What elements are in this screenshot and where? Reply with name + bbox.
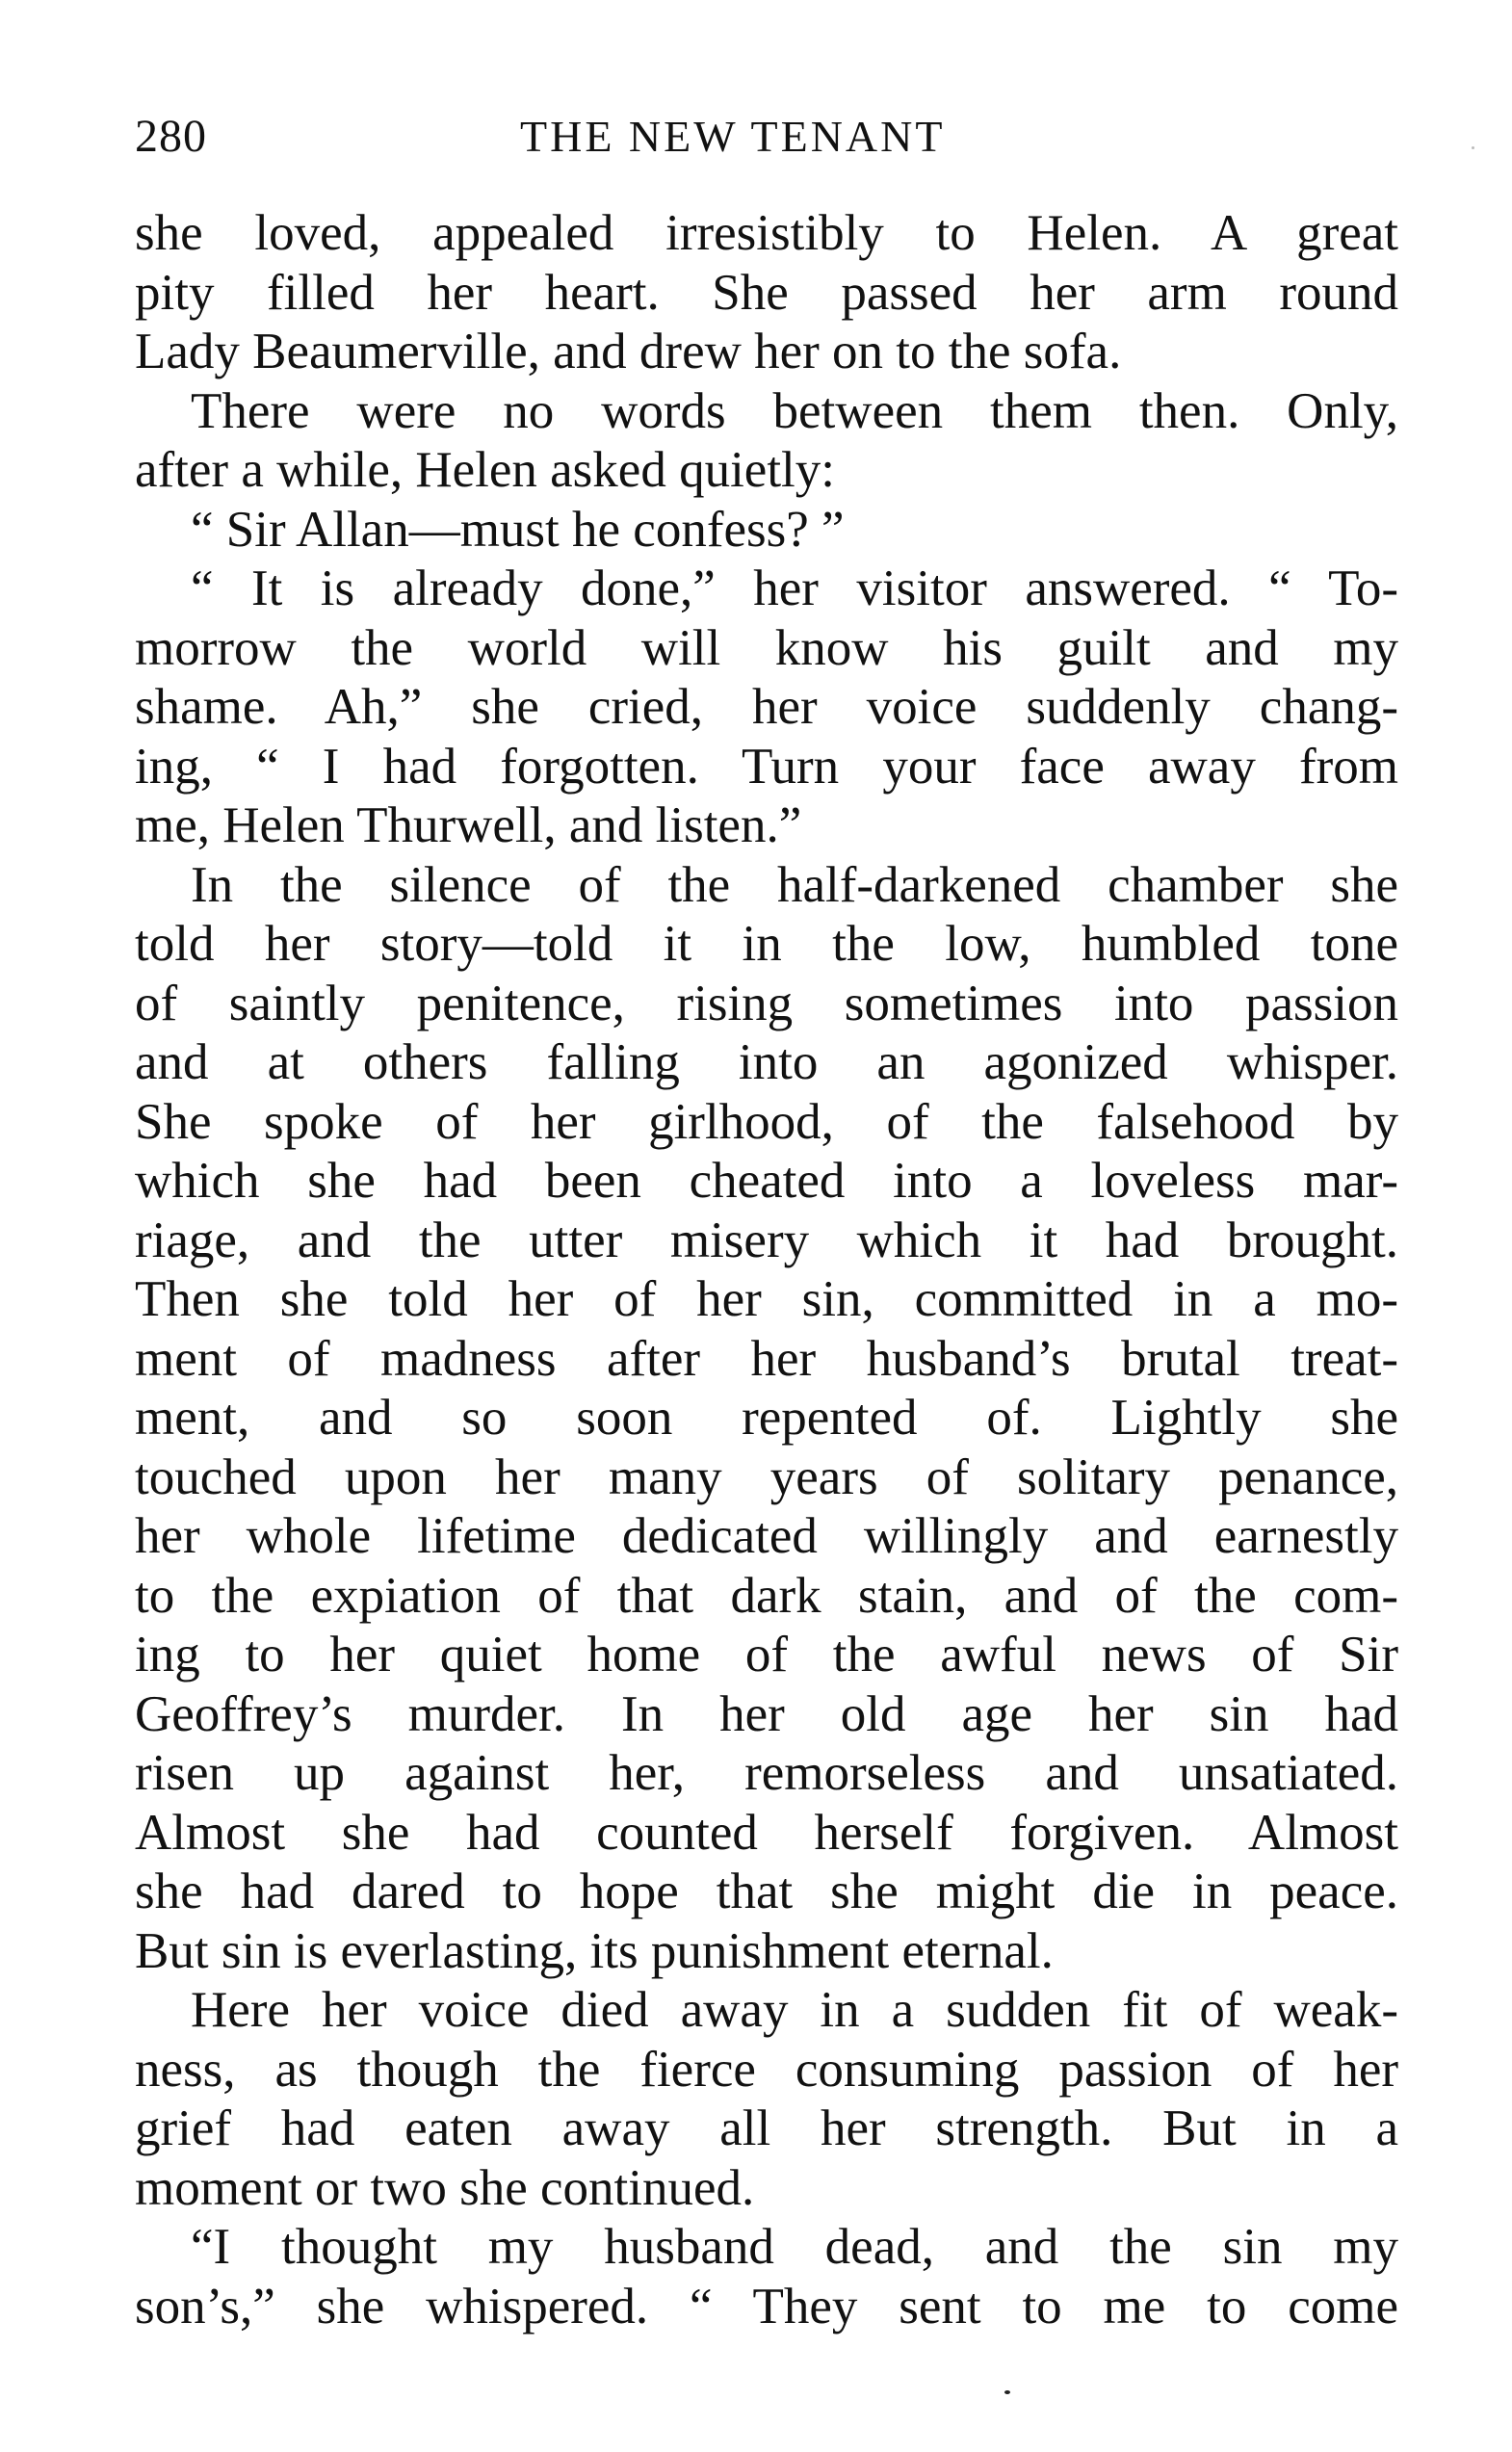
text-line: “I thought my husband dead, and the sin my xyxy=(191,2219,1398,2275)
page-header xyxy=(135,106,1398,168)
scan-speck xyxy=(1472,146,1474,149)
text-line: to the expiation of that dark stain, and of the com- xyxy=(135,1567,1398,1624)
text-line: ing to her quiet home of the awful news of Sir xyxy=(135,1627,1398,1682)
text-line: me, Helen Thurwell, and listen.” xyxy=(135,797,802,853)
text-line: morrow the world will know his guilt and my xyxy=(135,619,1398,676)
text-line: pity filled her heart. She passed her arm round xyxy=(135,264,1398,321)
body-text xyxy=(135,204,1398,2336)
text-line: and at others falling into an agonized whisper. xyxy=(135,1034,1398,1090)
text-line: grief had eaten away all her strength. But in a xyxy=(135,2100,1398,2156)
text-line: But sin is everlasting, its punishment eternal. xyxy=(135,1922,1054,1979)
page-number: 280 xyxy=(135,111,207,162)
text-line: son’s,” she whispered. “ They sent to me to come xyxy=(135,2278,1398,2335)
text-line: moment or two she continued. xyxy=(135,2159,755,2216)
text-line: Here her voice died away in a sudden fit of weak- xyxy=(191,1982,1398,2038)
text-line: her whole lifetime dedicated willingly and earnestly xyxy=(135,1508,1398,1564)
scan-speck xyxy=(1004,2390,1010,2394)
text-line: “ Sir Allan—must he confess? ” xyxy=(191,501,845,558)
text-line: There were no words between them then. Only, xyxy=(191,382,1398,439)
text-line: ness, as though the fierce consuming passion of her xyxy=(135,2041,1398,2098)
text-line: Geoffrey’s murder. In her old age her sin had xyxy=(135,1685,1398,1742)
text-line: told her story—told it in the low, humbled tone xyxy=(135,916,1398,972)
text-line: She spoke of her girlhood, of the falsehood by xyxy=(135,1093,1398,1150)
text-line: she loved, appealed irresistibly to Helen. A great xyxy=(135,205,1398,261)
text-line: she had dared to hope that she might die in peace. xyxy=(135,1864,1398,1919)
text-line: “ It is already done,” her visitor answered. “ To- xyxy=(191,561,1398,616)
text-line: which she had been cheated into a loveless mar- xyxy=(135,1153,1398,1209)
text-line: riage, and the utter misery which it had brought. xyxy=(135,1212,1398,1268)
text-line: ment, and so soon repented of. Lightly she xyxy=(135,1390,1398,1446)
text-line: Almost she had counted herself forgiven. Almost xyxy=(135,1804,1398,1861)
text-line: In the silence of the half-darkened chamber she xyxy=(191,856,1398,913)
text-line: after a while, Helen asked quietly: xyxy=(135,442,835,498)
text-line: shame. Ah,” she cried, her voice suddenly chang- xyxy=(135,679,1398,735)
running-title: THE NEW TENANT xyxy=(520,112,946,161)
text-line: Lady Beaumerville, and drew her on to the sofa. xyxy=(135,324,1122,379)
text-line: ment of madness after her husband’s brutal treat- xyxy=(135,1330,1398,1387)
text-line: ing, “ I had forgotten. Turn your face away from xyxy=(135,738,1398,795)
text-line: risen up against her, remorseless and unsatiated. xyxy=(135,1745,1398,1801)
text-line: of saintly penitence, rising sometimes into passion xyxy=(135,975,1398,1031)
text-line: Then she told her of her sin, committed in a mo- xyxy=(135,1271,1398,1327)
text-line: touched upon her many years of solitary penance, xyxy=(135,1448,1398,1505)
